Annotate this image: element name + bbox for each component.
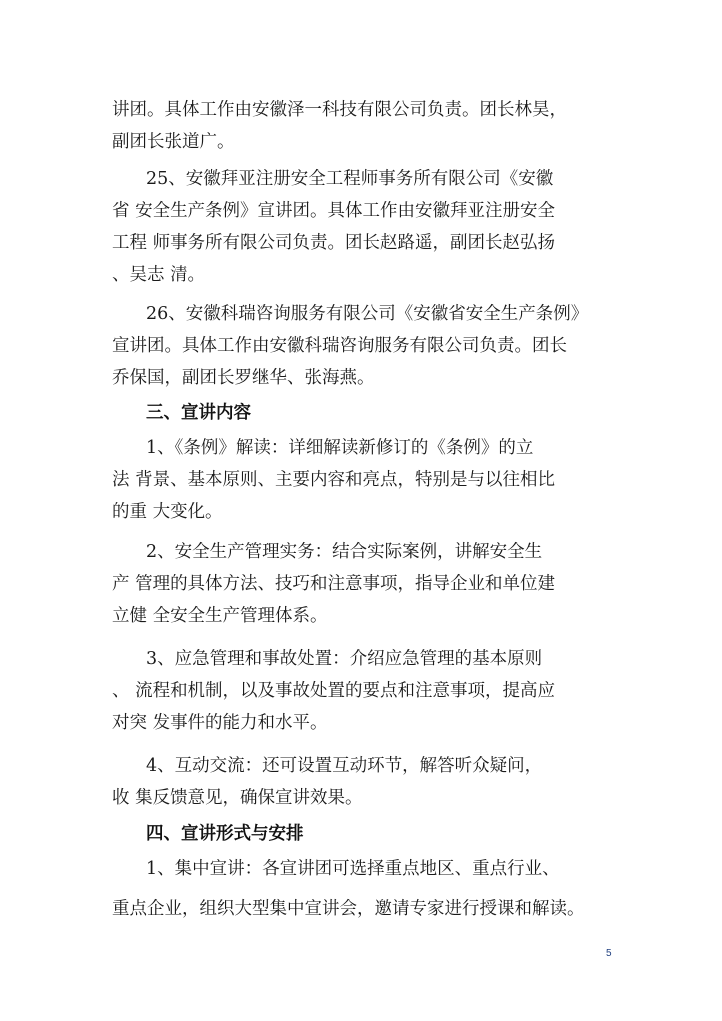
text-line: 、 流程和机制，以及事故处置的要点和注意事项，提高应 [112, 681, 556, 701]
text-line: 收 集反馈意见，确保宣讲效果。 [112, 788, 363, 808]
text-line: 立健 全安全生产管理体系。 [112, 606, 328, 626]
text-line: 对突 发事件的能力和水平。 [112, 713, 328, 733]
text-line: 工程 师事务所有限公司负责。团长赵路遥，副团长赵弘扬 [112, 233, 556, 253]
text-line: 2、安全生产管理实务：结合实际案例，讲解安全生 [146, 542, 543, 562]
text-line: 副团长张道广。 [112, 132, 235, 152]
text-line: 省 安全生产条例》宣讲团。具体工作由安徽拜亚注册安全 [112, 201, 556, 221]
text-line: 4、互动交流：还可设置互动环节，解答听众疑问， [146, 756, 543, 776]
text-line: 3、应急管理和事故处置：介绍应急管理的基本原则 [146, 649, 543, 669]
text-line: 重点企业，组织大型集中宣讲会，邀请专家进行授课和解读。 [112, 899, 585, 919]
text-line: 乔保国，副团长罗继华、张海燕。 [112, 368, 375, 388]
section-heading: 四、宣讲形式与安排 [146, 824, 304, 844]
page-number: 5 [606, 948, 612, 959]
text-line: 1、集中宣讲：各宣讲团可选择重点地区、重点行业、 [146, 859, 560, 879]
text-line: 讲团。具体工作由安徽泽一科技有限公司负责。团长林昊， [112, 100, 567, 120]
text-line: 产 管理的具体方法、技巧和注意事项，指导企业和单位建 [112, 574, 556, 594]
text-line: 的重 大变化。 [112, 502, 223, 522]
text-line: 1、《条例》解读：详细解读新修订的《条例》的立 [146, 438, 534, 458]
text-line: 26、安徽科瑞咨询服务有限公司《安徽省安全生产条例》 [146, 304, 589, 324]
text-line: 宣讲团。具体工作由安徽科瑞咨询服务有限公司负责。团长 [112, 336, 567, 356]
text-line: 、吴志 清。 [112, 265, 206, 285]
text-line: 25、安徽拜亚注册安全工程师事务所有限公司《安徽 [146, 169, 554, 189]
section-heading: 三、宣讲内容 [146, 403, 251, 423]
text-line: 法 背景、基本原则、主要内容和亮点，特别是与以往相比 [112, 470, 556, 490]
